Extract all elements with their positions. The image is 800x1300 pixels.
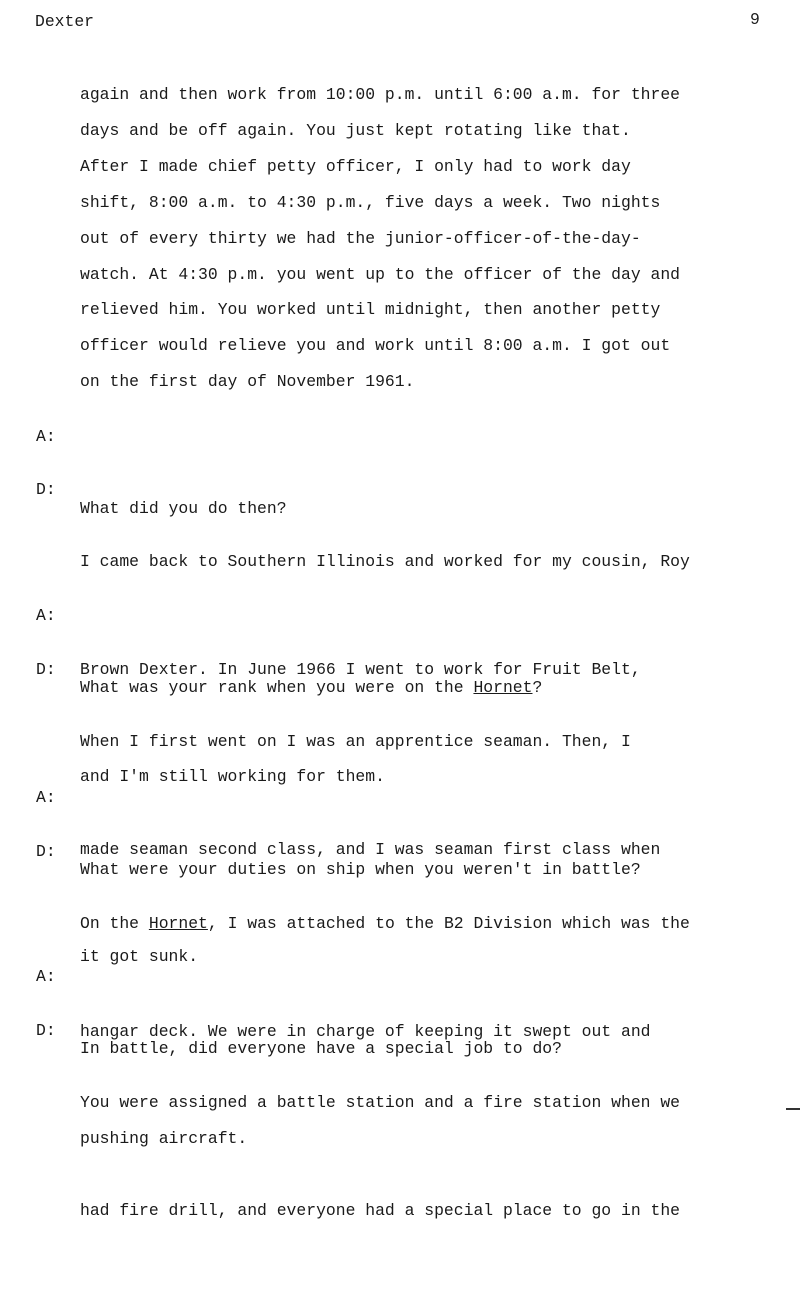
- text-line: again and then work from 10:00 p.m. until 6:00 a.m. for three: [80, 85, 680, 104]
- speaker-label: D:: [36, 480, 56, 499]
- text-line: relieved him. You worked until midnight, then another petty: [80, 300, 661, 320]
- text-line: Brown Dexter. In June 1966 I went to work for Fruit Belt,: [80, 659, 641, 679]
- text-line: on the first day of November 1961.: [80, 372, 415, 392]
- text-line: it got sunk.: [80, 947, 199, 967]
- text-line: I came back to Southern Illinois and worked for my cousin, Roy: [80, 551, 690, 571]
- text-line: shift, 8:00 a.m. to 4:30 p.m., five days a week. Two nights: [80, 192, 661, 212]
- text-line: When I first went on I was an apprentice seaman. Then, I: [80, 731, 631, 751]
- ship-name: Hornet: [473, 677, 533, 697]
- text-line: In battle, did everyone have a special job to do?: [80, 1038, 562, 1058]
- speaker-label: A:: [36, 427, 56, 446]
- text-line: What were your duties on ship when you weren't in battle?: [80, 859, 641, 879]
- text-line: out of every thirty we had the junior-officer-of-the-day-: [80, 228, 641, 248]
- speaker-label: A:: [36, 788, 56, 807]
- ship-name: Hornet: [148, 913, 208, 933]
- text-segment: ?: [532, 677, 543, 697]
- text-line: days and be off again. You just kept rotating like that.: [80, 120, 631, 140]
- text-line: and I'm still working for them.: [80, 767, 385, 787]
- text-line: [80, 906, 770, 942]
- speaker-label: A:: [36, 606, 56, 625]
- page-number: 9: [750, 10, 760, 29]
- text-segment: , I was attached to the B2 Division which was the: [207, 913, 690, 933]
- exchange-text: [80, 1013, 770, 1300]
- text-line: hangar deck. We were in charge of keeping it swept out and: [80, 1021, 651, 1041]
- text-line: pushing aircraft.: [80, 1129, 248, 1149]
- text-line: What did you do then?: [80, 498, 287, 518]
- speaker-label: A:: [36, 967, 56, 986]
- speaker-label: D:: [36, 842, 56, 861]
- text-segment: On the: [80, 913, 149, 933]
- text-line: watch. At 4:30 p.m. you went up to the officer of the day and: [80, 264, 680, 284]
- continued-paragraph: [80, 77, 770, 400]
- page-edge-mark: [786, 1108, 800, 1110]
- speaker-label: D:: [36, 660, 56, 679]
- text-segment: What was your rank when you were on the: [80, 677, 474, 697]
- text-line: After I made chief petty officer, I only had to work day: [80, 156, 631, 176]
- header-interviewee-name: Dexter: [35, 12, 95, 31]
- speaker-label: D:: [36, 1021, 56, 1040]
- text-line: made seaman second class, and I was seaman first class when: [80, 839, 661, 859]
- text-line: officer would relieve you and work until 8:00 a.m. I got out: [80, 336, 671, 356]
- text-line: had fire drill, and everyone had a special place to go in the: [80, 1200, 680, 1220]
- text-line: You were assigned a battle station and a fire station when we: [80, 1092, 680, 1112]
